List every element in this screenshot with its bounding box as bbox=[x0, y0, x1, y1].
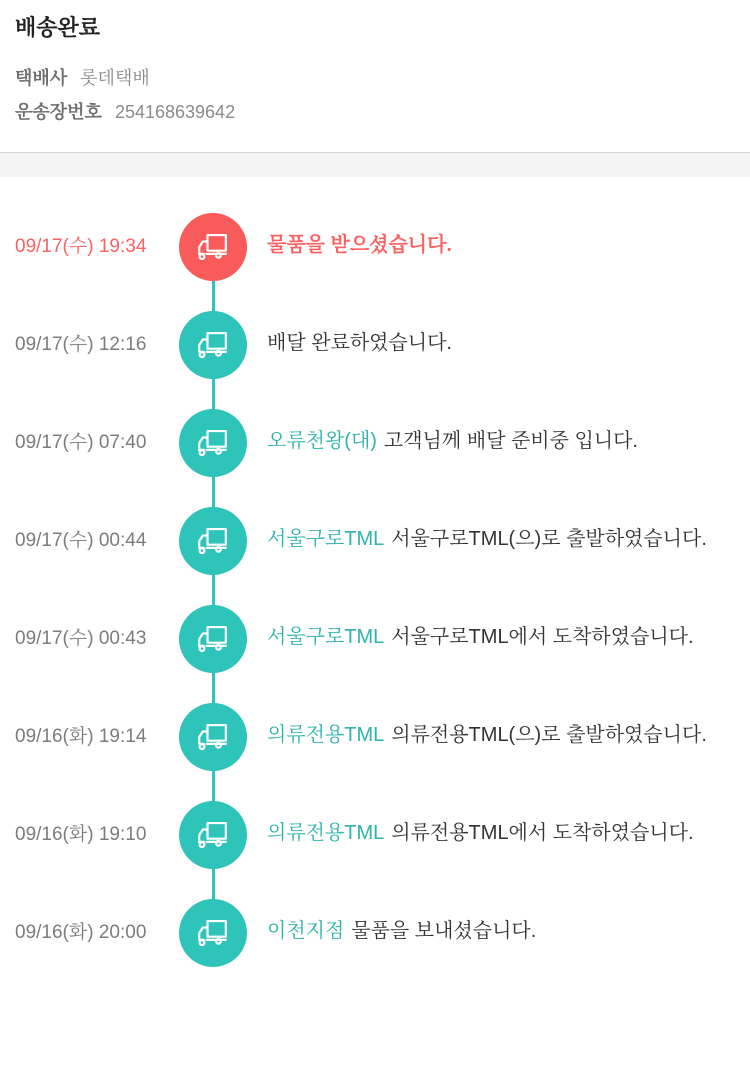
tracking-number-value: 254168639642 bbox=[114, 102, 236, 122]
timeline-status-circle bbox=[179, 899, 247, 967]
timeline-status-circle bbox=[179, 311, 247, 379]
timeline-message-text: 서울구로TML에서 도착하였습니다. bbox=[391, 626, 694, 648]
timeline-connector-line bbox=[212, 281, 215, 311]
timeline-datetime: 09/16(화) 19:10 bbox=[15, 824, 147, 845]
truck-icon bbox=[191, 519, 235, 563]
timeline-row bbox=[0, 311, 750, 409]
timeline-message bbox=[267, 915, 750, 967]
truck-icon bbox=[191, 323, 235, 367]
timeline-message-text: 고객님께 배달 준비중 입니다. bbox=[383, 430, 638, 452]
timeline-message bbox=[267, 719, 750, 771]
timeline-location: 서울구로TML bbox=[267, 528, 385, 550]
timeline-message-text: 물품을 보내셨습니다. bbox=[351, 920, 537, 942]
truck-icon bbox=[191, 225, 235, 269]
timeline-datetime: 09/17(수) 07:40 bbox=[15, 432, 147, 453]
timeline-message bbox=[267, 621, 750, 673]
carrier-label: 택배사 bbox=[15, 68, 68, 88]
truck-icon bbox=[191, 813, 235, 857]
timeline-message-text: 의류전용TML(으)로 출발하였습니다. bbox=[391, 724, 707, 746]
timeline-datetime: 09/16(화) 19:14 bbox=[15, 726, 147, 747]
timeline-row bbox=[0, 801, 750, 899]
timeline-status-circle bbox=[179, 801, 247, 869]
timeline-message-text: 의류전용TML에서 도착하였습니다. bbox=[391, 822, 694, 844]
timeline-connector-line bbox=[212, 673, 215, 703]
truck-icon bbox=[191, 715, 235, 759]
carrier-value: 롯데택배 bbox=[80, 68, 150, 88]
timeline-message-text: 배달 완료하였습니다. bbox=[267, 332, 452, 354]
timeline-datetime: 09/17(수) 00:43 bbox=[15, 628, 147, 649]
timeline-icon-column bbox=[167, 899, 259, 967]
timeline-datetime: 09/16(화) 20:00 bbox=[15, 922, 147, 943]
timeline-row bbox=[0, 703, 750, 801]
timeline-message bbox=[267, 327, 750, 379]
truck-icon bbox=[191, 617, 235, 661]
timeline-message bbox=[267, 229, 750, 281]
truck-icon bbox=[191, 911, 235, 955]
timeline-icon-column bbox=[167, 605, 259, 673]
timeline-row bbox=[0, 213, 750, 311]
timeline-icon-column bbox=[167, 311, 259, 379]
timeline-connector-line bbox=[212, 379, 215, 409]
tracking-header bbox=[0, 0, 750, 124]
timeline-icon-column bbox=[167, 801, 259, 869]
tracking-number-row bbox=[15, 100, 735, 124]
timeline-message bbox=[267, 817, 750, 869]
timeline-icon-column bbox=[167, 507, 259, 575]
carrier-row bbox=[15, 66, 735, 90]
timeline-icon-column bbox=[167, 213, 259, 281]
page-title: 배송완료 bbox=[15, 15, 101, 40]
timeline-status-circle bbox=[179, 409, 247, 477]
tracking-number-label: 운송장번호 bbox=[15, 102, 102, 122]
truck-icon bbox=[191, 421, 235, 465]
timeline-row bbox=[0, 507, 750, 605]
timeline-connector-line bbox=[212, 771, 215, 801]
timeline-message-text: 서울구로TML(으)로 출발하였습니다. bbox=[391, 528, 707, 550]
timeline-icon-column bbox=[167, 703, 259, 771]
timeline bbox=[0, 177, 750, 997]
timeline-row bbox=[0, 899, 750, 997]
section-divider bbox=[0, 152, 750, 177]
timeline-status-circle bbox=[179, 213, 247, 281]
timeline-connector-line bbox=[212, 477, 215, 507]
timeline-location: 의류전용TML bbox=[267, 822, 385, 844]
timeline-status-circle bbox=[179, 605, 247, 673]
timeline-connector-line bbox=[212, 869, 215, 899]
timeline-row bbox=[0, 605, 750, 703]
timeline-datetime: 09/17(수) 19:34 bbox=[15, 236, 147, 257]
timeline-connector-line bbox=[212, 575, 215, 605]
timeline-message-text: 물품을 받으셨습니다. bbox=[267, 234, 452, 256]
timeline-datetime: 09/17(수) 00:44 bbox=[15, 530, 147, 551]
timeline-location: 오류천왕(대) bbox=[267, 430, 377, 452]
timeline-icon-column bbox=[167, 409, 259, 477]
timeline-datetime: 09/17(수) 12:16 bbox=[15, 334, 147, 355]
timeline-message bbox=[267, 425, 750, 477]
timeline-location: 서울구로TML bbox=[267, 626, 385, 648]
timeline-location: 이천지점 bbox=[267, 920, 345, 942]
timeline-status-circle bbox=[179, 507, 247, 575]
timeline-location: 의류전용TML bbox=[267, 724, 385, 746]
timeline-row bbox=[0, 409, 750, 507]
timeline-status-circle bbox=[179, 703, 247, 771]
timeline-message bbox=[267, 523, 750, 575]
